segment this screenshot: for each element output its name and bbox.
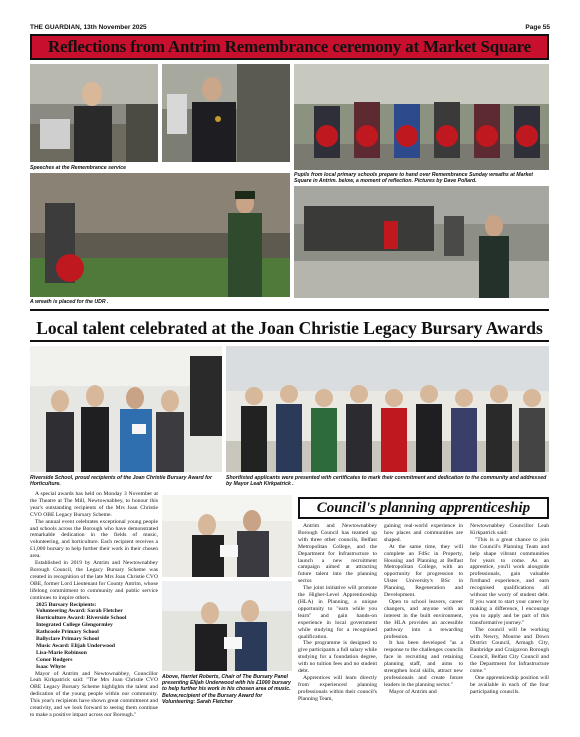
photo-shortlisted-applicants	[226, 346, 549, 472]
council-paragraph: "This is a great chance to join the Council's Planning Team and help shape vibrant communities for years to come. As an apprentice, you'll work alongside professionals, gain valuable firsthand experience, and earn recognised qualifications all without the worry of student debt. If you want to start your career by making a difference, I encourage you to apply and be part of this transformative journey."	[470, 536, 549, 626]
caption-riverside: Riverside School, proud recipients of the Joan Christie Bursary Award for Horticulture.	[30, 475, 212, 488]
council-paragraph: Antrim and Newtownabbey Borough Council has teamed up with three other councils, Belfast Metropolitan College, and the Department for Infrastructure to launch a new recruitment campaign aimed at attracting future talent into the planning sector.	[298, 523, 377, 585]
council-paragraph: The council will be working with Newry, Mourne and Down District Council, Armagh City, Banbridge and Craigavon Borough Council, Belfast City Council and the Department for Infrastructure come."	[470, 626, 549, 675]
recipient-item: Volunteering Award: Sarah Fletcher	[36, 608, 123, 615]
bursary-paragraph: The annual event celebrates exceptional young people and schools across the Borough who have demonstrated remarkable dedication in the fields of music, volunteering, and horticulture. Each recipient receives a £1,000 bursary to help further their work in their chosen area.	[30, 518, 158, 560]
photo-sarah-fletcher	[162, 581, 292, 671]
photo-veteran-speech	[162, 64, 290, 162]
bursary-paragraph: Established in 2019 by Antrim and Newtownabbey Borough Council, the Legacy Bursary Scheme was created in recognition of the late Mrs Joan Christie CVO OBE, former Lord Lieutenant for County Antrim, whose lifelong commitment to community and public service continues to inspire others.	[30, 560, 158, 601]
council-paragraph: It has been developed "as a response to the challenges councils face in recruiting and retaining planning staff, and aims to strengthen local skills, attract new professionals and create future leaders in the planning sector."	[384, 640, 463, 688]
council-column-1	[298, 523, 377, 703]
recipient-item: Rathcoole Primary School	[36, 629, 99, 636]
remembrance-headline: Reflections from Antrim Remembrance ceremony at Market Square	[47, 37, 532, 56]
bursary-article	[30, 491, 158, 719]
caption-harriet: Above, Harriet Roberts, Chair of The Bursary Panel presenting Elijah Underwood with his £1000 bursary to help further his work in his chosen area of music. Below,recipient of the Bursary Award for Volunteering: Sarah Fletcher	[162, 674, 291, 705]
caption-speeches: Speeches at the Remembrance service	[30, 165, 127, 171]
recipient-item: Horticulture Award: Riverside School	[36, 615, 127, 622]
caption-shortlisted: Shortlisted applicants were presented with certificates to mark their commitment and dedication to the community and addressed by Mayor Leah Kirkpatrick .	[226, 475, 547, 488]
remembrance-headline-banner	[30, 34, 549, 60]
publication-line: THE GUARDIAN, 13th November 2025	[30, 24, 147, 31]
section-divider-bottom	[30, 340, 549, 342]
section-divider-top	[30, 309, 549, 311]
council-column-2	[384, 523, 463, 696]
caption-wreath: A wreath is placed for the UDR .	[30, 299, 109, 305]
bursary-paragraph: A special awards has held on Monday 3 November at the Theatre at The Mill, Newtownabbey, to honour this year's outstanding recipients of the Mrs Joan Christie CVO OBE Legacy Bursary Scheme.	[30, 491, 158, 518]
council-headline-box	[298, 497, 549, 519]
council-paragraph: One apprenticeship position will be available in each of the four participating councils.	[470, 674, 549, 695]
recipient-item: Conor Rodgers	[36, 656, 73, 663]
recipient-item: Integrated College Glengormley	[36, 622, 113, 629]
council-paragraph: Newtownabbey Councillor Leah Kirkpatrick said:	[470, 523, 549, 536]
council-headline: Council's planning apprenticeship	[316, 499, 531, 516]
council-paragraph: Open to school leavers, career changers, and anyone with an interest in the built environment, the HLA provides an accessible pathway into a rewarding profession.	[384, 598, 463, 640]
recipient-item: Music Award: Elijah Underwood	[36, 642, 115, 649]
caption-pupils: Pupils from local primary schools prepare to hand over Remembrance Sunday wreaths at Market Square in Antrim. below, a moment of reflection. Pictures by Dave Pollard.	[294, 172, 533, 185]
photo-udr-wreath	[30, 173, 290, 297]
council-paragraph: The programme is designed to give participants a full salary while studying for a foundation degree, with no tuition fees and no student debt.	[298, 640, 377, 675]
recipients-title: 2025 Bursary Recipients:	[36, 601, 97, 608]
council-paragraph: Mayor of Antrim and	[389, 688, 437, 695]
council-paragraph: The joint initiative will promote the Higher-Level Apprenticeship (HLA) in Planning, a unique opportunity to "earn while you learn" and gain hands-on experience in local government while studying for a recognised qualification.	[298, 585, 377, 640]
photo-elijah-underwood	[162, 495, 292, 577]
photo-riverside-school	[30, 346, 222, 472]
photo-speaker-lectern	[30, 64, 158, 162]
photo-moment-reflection	[294, 186, 549, 298]
council-paragraph: Apprentices will learn directly from experienced planning professionals within their council's Planning Team,	[298, 674, 377, 702]
photo-pupils-wreaths	[294, 64, 549, 170]
council-paragraph: At the same time, they will complete an FdSc in Property, Housing and Planning at Belfast Metropolitan College, with an opportunity for progression to Ulster University's BSc in Planning, Regeneration and Development.	[384, 543, 463, 599]
council-column-3	[470, 523, 549, 696]
recipient-item: Ballyclare Primary School	[36, 636, 99, 643]
council-paragraph: gaining real-world experience in how places and communities are shaped.	[384, 523, 463, 543]
page-number: Page 55	[525, 24, 550, 31]
bursary-closing: Mayor of Antrim and Newtownabbey, Councillor Leah Kirkpatrick said: "The Mrs Joan Christie CVO OBE Legacy Bursary Scheme highlights the talent and dedication of the young people within our community. This year's recipients have shown great commitment and creativity, and we look forward to seeing them continue to make a positive impact across our Borough."	[30, 670, 158, 718]
recipient-item: Lisa-Marie Robinson	[36, 649, 87, 656]
recipient-item: Isaac Whyte	[36, 663, 66, 670]
bursary-headline: Local talent celebrated at the Joan Christie Legacy Bursary Awards	[36, 318, 543, 338]
